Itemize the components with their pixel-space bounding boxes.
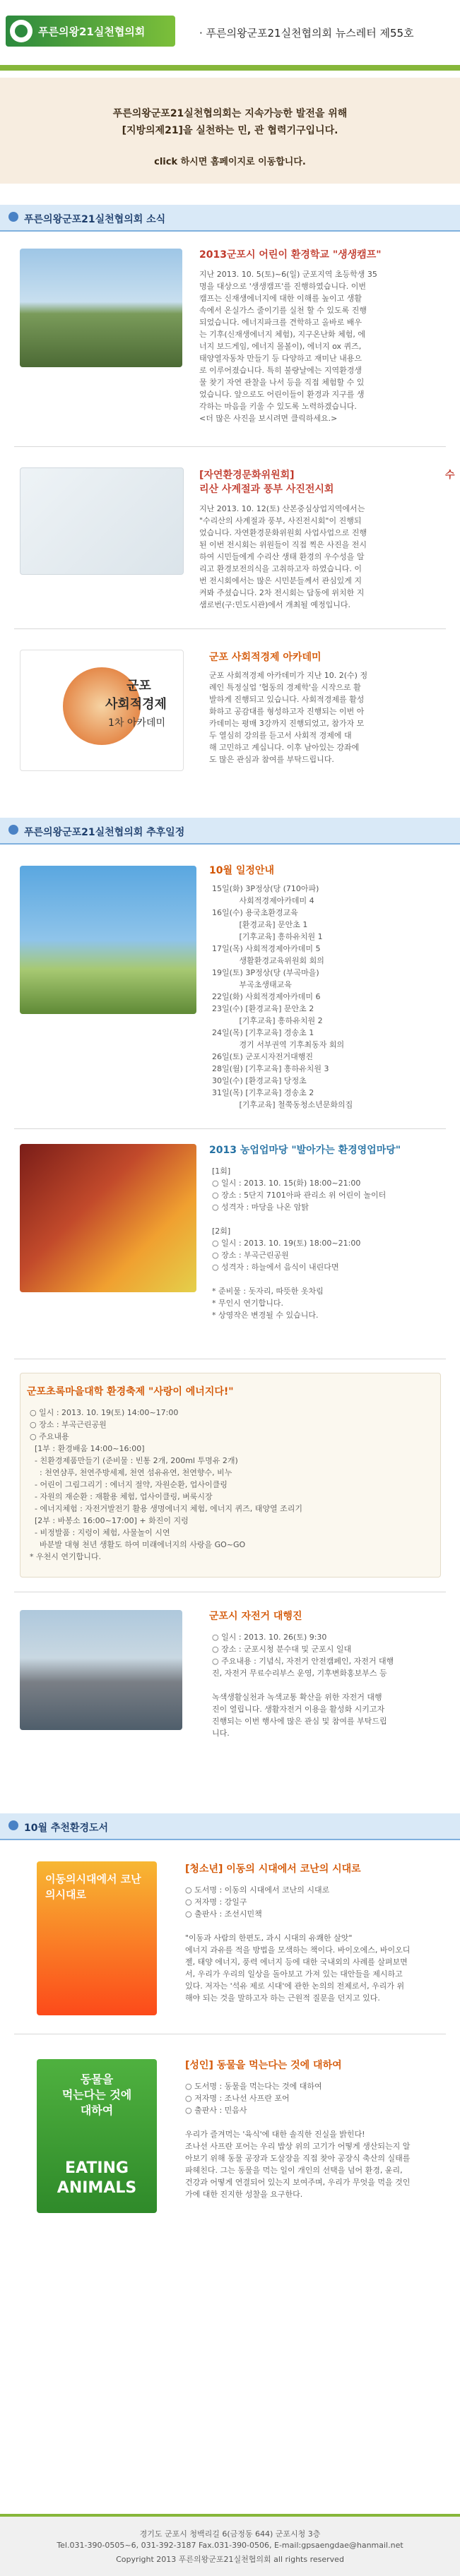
footer (0, 2514, 460, 2576)
body-line: ○ 일시 : 2013. 10. 15(화) 18:00~21:00 (212, 1179, 361, 1188)
body-line: 해 고민하고 계십니다. 이후 남아있는 강좌에 (209, 743, 360, 752)
body-line: 었습니다. 앞으로도 어린이들이 환경과 지구를 생 (199, 390, 365, 399)
body-line: 화하고 공감대를 형성하고자 진행되는 이번 아 (209, 707, 365, 716)
body-line: [2회] (212, 1227, 231, 1236)
body-line: - 에너지체험 : 자전거발전기 활용 생명에너지 체험, 에너지 퀴즈, 태양열 조리기 (30, 1504, 303, 1513)
news-body-academy (209, 669, 447, 765)
body-line: ○ 저자명 : 강일구 (185, 1897, 247, 1907)
body-line: ○ 저자명 : 조나선 사프란 포어 (185, 2094, 290, 2103)
body-line: 었습니다. 자연환경문화위원회 사업사업으로 진행 (199, 528, 367, 537)
body-line: ○ 도서명 : 이동의 시대에서 코난의 시대로 (185, 1885, 330, 1895)
newsletter-title: · 푸른의왕군포21실천협의회 뉴스레터 제55호 (199, 27, 414, 40)
body-line: 리고 환경보전의식을 고취하고자 하였습니다. 이 (199, 564, 362, 573)
body-line: 파헤친다. 그는 동물을 먹는 일이 개인의 선택을 넘어 환경, 윤리, (185, 2166, 403, 2175)
market-body (212, 1165, 445, 1321)
body-line: 물 찾기 자연 관찰을 나서 등을 직접 체험할 수 있 (199, 378, 365, 387)
poster-text-2: 사회적경제 (105, 697, 167, 712)
body-line: 발하게 진행되고 있습니다. 사회적경제를 활성 (209, 695, 365, 704)
schedule-row: 16일(수) 용국초환경교육 (212, 908, 298, 917)
news-title-exhibition[interactable]: [자연환경문화위원회] (199, 470, 295, 481)
body-line: <더 많은 사진을 보시려면 클릭하세요.> (199, 414, 338, 423)
body-line: 는 기후(신재생에너지 체험), 지구온난화 체험, 에 (199, 330, 365, 339)
schedule-row: 17일(목) 사회적경제아카데미 5 (212, 944, 321, 953)
body-line: 샘로번(구:민도시관)에서 개최될 예정입니다. (199, 600, 351, 609)
body-line: * 무인시 연기합니다. (212, 1299, 283, 1308)
body-line (212, 1273, 445, 1285)
body-line (212, 1213, 445, 1225)
body-line: 례인 특정실업 '협동의 경제학'을 시작으로 활 (209, 683, 361, 692)
body-line (212, 1679, 445, 1691)
schedule-row: 31일(목) [기후교육] 경송초 2 (212, 1088, 314, 1097)
book1-title[interactable]: [청소년] 이동의 시대에서 코난의 시대로 (185, 1864, 361, 1875)
body-line: 니다. (212, 1729, 230, 1738)
news-title-academy[interactable]: 군포 사회적경제 아카데미 (209, 652, 322, 663)
body-line: 명을 대상으로 '생생캠프'를 진행하였습니다. 이번 (199, 282, 367, 291)
body-line: 해야 되는 것을 말하고자 하는 근원적 질문을 던지고 있다. (185, 1993, 380, 2003)
movie-poster[interactable] (20, 1144, 196, 1292)
body-line: 바분발 대형 천년 생활도 하여 미래에너지의 사랑을 GO~GO (30, 1540, 246, 1549)
body-line: [1부 : 환경배움 14:00~16:00] (30, 1444, 145, 1453)
book2-body (185, 2080, 447, 2200)
body-line: ○ 출판사 : 민음사 (185, 2106, 247, 2115)
body-line: 가에 대한 진지한 성찰을 요구한다. (185, 2190, 303, 2199)
market-title[interactable]: 2013 농업업마당 "발아가는 환경영업마당" (209, 1145, 401, 1156)
intro-line-1: 푸른의왕군포21실천협의회는 지속가능한 발전을 위해 (112, 108, 348, 119)
body-line: ○ 일시 : 2013. 10. 19(토) 18:00~21:00 (212, 1239, 361, 1248)
book-cover-2-en1: EATING (64, 2159, 129, 2177)
body-line: : 천연샴푸, 천연주방세제, 천연 섬유유연, 천연향수, 비누 (30, 1468, 232, 1477)
bike-title[interactable]: 군포시 자전거 대행진 (209, 1611, 302, 1622)
homepage-link[interactable]: click 하시면 홈페이지로 이동합니다. (154, 157, 306, 167)
body-line: 된 이번 전시회는 위원들이 직접 찍은 사진을 전시 (199, 540, 367, 549)
body-line: * 상영작은 변경될 수 있습니다. (212, 1311, 319, 1320)
body-line: ○ 장소 : 5단지 7101아파 관리소 위 어린이 놀이터 (212, 1191, 387, 1200)
schedule-row: 23일(수) [환경교육] 문안초 2 (212, 1004, 314, 1013)
footer-copyright: Copyright 2013 푸른의왕군포21실천협의회 all rights reserved (116, 2555, 344, 2564)
divider (14, 1128, 446, 1129)
body-line: 진, 자전거 무료수리부스 운영, 기후변화홍보부스 등 (212, 1669, 387, 1678)
body-line: 태양열자동차 만들기 등 다양하고 재미난 내용으 (199, 354, 362, 363)
body-line: - 자원의 재순환 : 재활용 체험, 업사이클링, 벼룩시장 (30, 1492, 213, 1501)
poster-text-3: 1차 아카데미 (108, 717, 165, 729)
body-line: 되었습니다. 에너지파크를 견학하고 올바로 배우 (199, 318, 362, 327)
book-cover-1[interactable] (37, 1861, 157, 2015)
body-line: 도 많은 관심과 참여를 부탁드립니다. (209, 755, 334, 764)
schedule-row: [기후교육] 철쭉동청소년문화의집 (212, 1100, 353, 1109)
section-header-books (0, 1813, 460, 1840)
body-line: - 어린이 그림그리기 : 에너지 절약, 자원순환, 업사이클링 (30, 1480, 228, 1489)
body-line: ○ 일시 : 2013. 10. 26(토) 9:30 (212, 1633, 327, 1642)
divider (14, 628, 446, 629)
body-line: - 비정발품 : 지렁이 체험, 사물놀이 시연 (30, 1528, 170, 1537)
intro-banner[interactable] (0, 78, 460, 184)
schedule-row: [기후교육] 흥하유치원 1 (212, 932, 323, 941)
body-line: 녹색생활실천과 녹색교통 확산을 위한 자전거 대행 (212, 1693, 382, 1702)
news-subtitle-exhibition[interactable]: 리산 사계절과 풍부 사진전시회 (199, 484, 334, 495)
body-line: 속에서 온실가스 줄이기를 실천 할 수 있도록 진행 (199, 306, 367, 315)
eco-fest-body (30, 1407, 432, 1563)
section-title: 10월 추천환경도서 (24, 1823, 109, 1834)
news-title-camp[interactable]: 2013군포시 어린이 환경학교 "생생캠프" (199, 249, 382, 261)
bike-body (212, 1631, 445, 1739)
section-title: 푸른의왕군포21실천협의회 추후일정 (24, 827, 185, 838)
poster-text-1: 군포 (126, 679, 151, 693)
intro-line-2: [지방의제21]을 실천하는 민, 관 협력기구입니다. (122, 125, 338, 136)
body-line: 로 이루어졌습니다. 특히 불량날에는 지역환경생 (199, 366, 362, 375)
body-line: 조나선 사프란 포어는 우리 밥상 위의 고기가 어떻게 생산되는지 알 (185, 2142, 411, 2151)
body-line: 카데미는 평매 3강까지 진행되었고, 참가자 모 (209, 719, 365, 728)
body-line: 서, 우리가 우리의 일상을 돌아보고 가져 있는 대안들을 제시하고 (185, 1969, 403, 1979)
body-line: 하여 시민들에게 수리산 생태 환경의 우수성을 알 (199, 552, 365, 561)
body-line: 켜봐 주셨습니다. 2차 전시회는 답동에 위치한 지 (199, 588, 365, 597)
body-line: 두 열심히 강의를 듣고서 사회적 경제에 대 (209, 731, 352, 740)
body-line: "수리산의 사계절과 풍부, 사진전시회"이 진행되 (199, 516, 362, 525)
book-cover-1-title: 이동의시대에서 코난의시대로 (45, 1873, 141, 1901)
section-bullet-icon (8, 1820, 18, 1830)
schedule-row: 부곡초생태교육 (212, 980, 292, 989)
book2-title[interactable]: [성인] 동물을 먹는다는 것에 대하여 (185, 2060, 342, 2071)
news-title-mark: 수 (445, 470, 455, 481)
body-line: 번 전시회에서는 많은 시민분들께서 관심있게 지 (199, 576, 362, 585)
logo-text: 푸른의왕21실천협의회 (38, 25, 146, 38)
body-line: 너지 보드게임, 에너지 몰볼이), 에너지 ox 퀴즈, (199, 342, 362, 351)
book1-body (185, 1884, 447, 2004)
body-line: ○ 주요내용 : 기념식, 자전거 안전캠페인, 자전거 대행 (212, 1657, 394, 1666)
book-cover-2-en2: ANIMALS (57, 2179, 137, 2197)
body-line: 건강과 어떻게 연결되어 있는지 보여주며, 우리가 무엇을 먹을 것인 (185, 2178, 411, 2187)
footer-contact: Tel.031-390-0505~6, 031-392-3187 Fax.031-390-0506, E-mail:gpsaengdae@hanmail.net (57, 2541, 403, 2550)
body-line: * 준비물 : 돗자리, 따뜻한 옷차림 (212, 1287, 324, 1296)
body-line: [1회] (212, 1167, 231, 1176)
book-cover-2-line3: 대하여 (80, 2104, 114, 2117)
schedule-row: 사회적경제아카데미 4 (212, 896, 314, 905)
logo[interactable] (6, 16, 175, 47)
schedule-title: 10월 일정안내 (209, 865, 274, 876)
body-line: ○ 장소 : 부곡근린공원 (212, 1251, 289, 1260)
body-line: ○ 장소 : 군포시청 분수대 및 군포시 일대 (212, 1645, 352, 1654)
body-line: * 우천시 연기합니다. (30, 1552, 101, 1561)
body-line: 각하는 마음을 키울 수 있도록 노력하겠습니다. (199, 402, 357, 411)
body-line: 군포 사회적경제 아카데미가 지난 10. 2(수) 정 (209, 671, 368, 680)
body-line: "이동과 사람의 한편도, 과시 시대의 유쾌한 살앗" (185, 1933, 353, 1943)
schedule-row: 24일(목) [기후교육] 경송초 1 (212, 1028, 314, 1037)
schedule-row: 28일(월) [기후교육] 흥하유치원 3 (212, 1064, 329, 1073)
section-header-schedule (0, 818, 460, 845)
camp-photo[interactable] (20, 249, 182, 367)
schedule-row: 30일(수) [환경교육] 당정초 (212, 1076, 307, 1085)
body-line: 지난 2013. 10. 5(토)~6(일) 군포지역 초등학생 35 (199, 270, 377, 279)
body-line: 젤, 태양 에너지, 풍력 에너지 등에 대한 국내외의 사례를 살펴보면 (185, 1957, 408, 1967)
body-line: 지난 2013. 10. 12(토) 산본중심상업지역에서는 (199, 504, 365, 513)
body-line: - 친환경제품만들기 (준비물 : 빈통 2개, 200ml 투명유 2개) (30, 1456, 238, 1465)
news-body-camp (199, 268, 447, 424)
body-line: ○ 출판사 : 조선시민책 (185, 1909, 262, 1919)
schedule-row: [환경교육] 문안초 1 (212, 920, 308, 929)
bike-parade-photo[interactable] (20, 1610, 182, 1730)
body-line: ○ 주요내용 (30, 1432, 69, 1441)
book-cover-2-line1: 동물을 (80, 2073, 114, 2086)
exhibition-photo[interactable] (20, 467, 184, 575)
news-body-exhibition (199, 503, 447, 611)
schedule-list (212, 883, 445, 1111)
section-title: 푸른의왕군포21실천협의회 소식 (24, 214, 166, 225)
schedule-photo (20, 866, 196, 1014)
body-line: ○ 도서명 : 동물을 먹는다는 것에 대하여 (185, 2082, 322, 2091)
body-line: ○ 성격자 : 하늘에서 음식이 내린다면 (212, 1263, 339, 1272)
schedule-row: 19일(토) 3P정상(당 (부곡마을) (212, 968, 319, 977)
schedule-row: 생활환경교육위원회 회의 (212, 956, 324, 965)
newsletter-header (0, 0, 460, 71)
book-cover-2[interactable] (37, 2059, 157, 2213)
body-line: 진행되는 이번 행사에 많은 관심 및 참여를 부탁드립 (212, 1717, 387, 1726)
academy-poster[interactable] (20, 650, 184, 771)
logo-mark-icon (10, 20, 33, 42)
schedule-row: 22일(화) 사회적경제아카데미 6 (212, 992, 321, 1001)
schedule-row: 경기 서부권역 기후최동자 회의 (212, 1040, 345, 1049)
footer-address: 경기도 군포시 청백리길 6(금정동 644) 군포시청 3층 (139, 2529, 321, 2539)
body-line: ○ 성격자 : 마당을 나온 암탉 (212, 1203, 309, 1212)
section-bullet-icon (8, 212, 18, 222)
body-line: 캠프는 신재생에너지에 대한 이해를 높이고 생활 (199, 294, 362, 303)
schedule-row: 15일(화) 3P정상(당 (710아파) (212, 884, 319, 893)
section-bullet-icon (8, 825, 18, 835)
body-line: 우리가 즐겨먹는 '육식'에 대한 솔직한 진실을 밝힌다! (185, 2130, 365, 2139)
schedule-row: 26일(토) 군포시자전거대행진 (212, 1052, 313, 1061)
divider (14, 446, 446, 447)
body-line: ○ 장소 : 부곡근린공원 (30, 1420, 107, 1429)
body-line: 진이 열립니다. 생활자전거 이용을 활성화 시키고자 (212, 1705, 385, 1714)
body-line: 아보기 위해 동물 공장과 도살장을 직접 찾아 공장식 축산의 실태를 (185, 2154, 411, 2163)
body-line: [2부 : 바봉소 16:00~17:00] + 화진이 지렁 (30, 1516, 189, 1525)
body-line (185, 1920, 447, 1932)
body-line (185, 2116, 447, 2128)
body-line: 있다. 저자는 '석유 제로 시대'에 관한 논의의 전제로서, 우리가 위 (185, 1981, 405, 1991)
body-line: 에너지 과유를 적을 방법을 모색하는 책이다. 바이오에스, 바이오디 (185, 1945, 411, 1955)
schedule-row: [기후교육] 흥하유치원 2 (212, 1016, 323, 1025)
eco-fest-title[interactable]: 군포초록마을대학 환경축제 "사랑이 에너지다!" (27, 1386, 234, 1397)
section-header-news (0, 205, 460, 232)
book-cover-2-line2: 먹는다는 것에 (61, 2088, 132, 2101)
header-divider (0, 65, 460, 71)
body-line: ○ 일시 : 2013. 10. 19(토) 14:00~17:00 (30, 1408, 179, 1417)
